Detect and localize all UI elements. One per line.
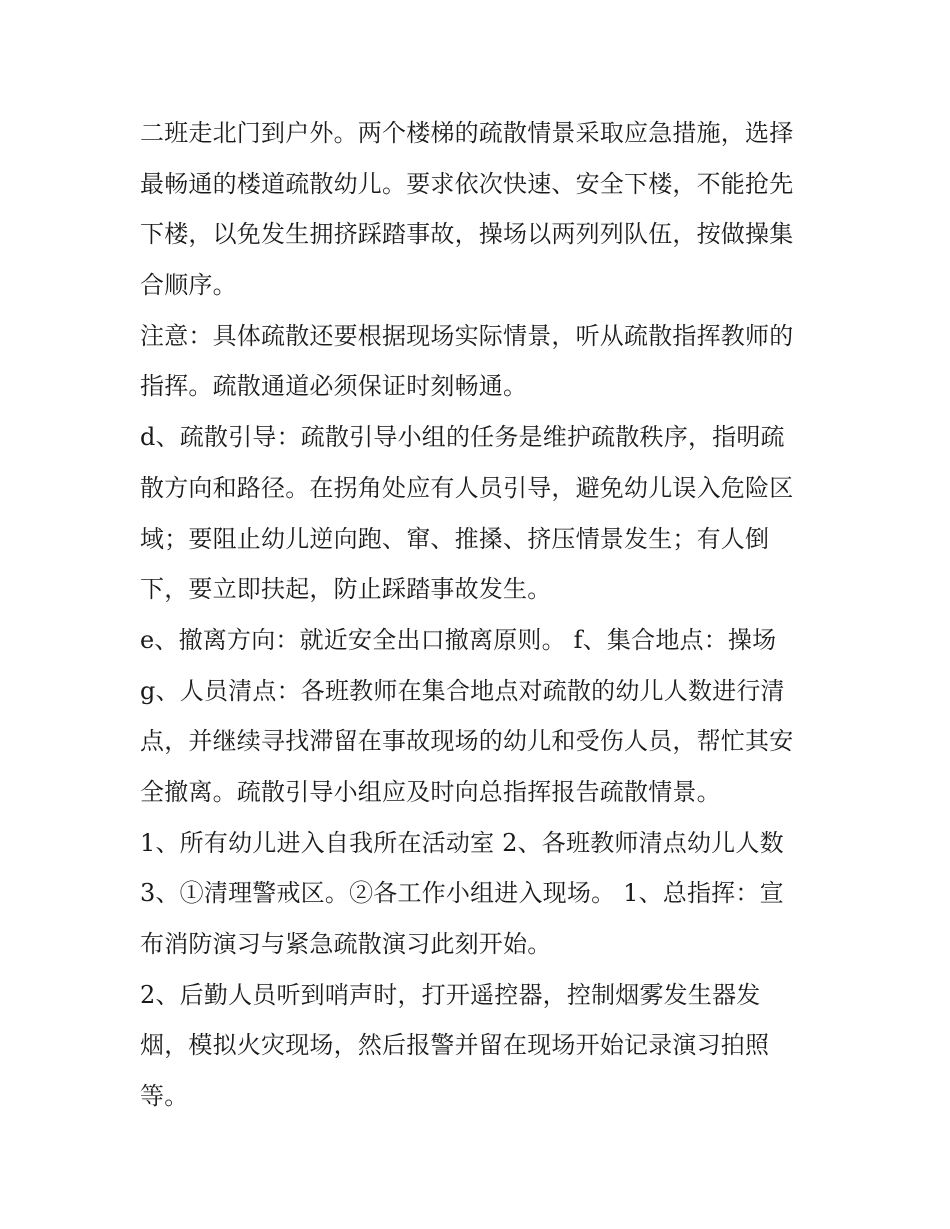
text-line: 2、后勤人员听到哨声时，打开遥控器，控制烟雾发生器发 [140,980,761,1009]
text-line: e、撤离方向：就近安全出口撤离原则。 f、集合地点：操场 [140,625,777,654]
text-line: 点，并继续寻找滞留在事故现场的幼儿和受伤人员，帮忙其安 [140,727,794,756]
text-line: 1、所有幼儿进入自我所在活动室 2、各班教师清点幼儿人数 [140,828,784,857]
text-line: 指挥。疏散通道必须保证时刻畅通。 [140,372,528,401]
text-line: 全撤离。疏散引导小组应及时向总指挥报告疏散情景。 [140,777,721,806]
text-line: 下，要立即扶起，防止踩踏事故发生。 [140,575,552,604]
text-line: 合顺序。 [140,271,237,300]
text-line: 3、①清理警戒区。②各工作小组进入现场。 1、总指挥：宣 [140,879,784,908]
text-line: 散方向和路径。在拐角处应有人员引导，避免幼儿误入危险区 [140,473,794,502]
text-line: 注意：具体疏散还要根据现场实际情景，听从疏散指挥教师的 [140,321,794,350]
text-line: 二班走北门到户外。两个楼梯的疏散情景采取应急措施，选择 [140,119,794,147]
text-line: 下楼，以免发生拥挤踩踏事故，操场以两列列队伍，按做操集 [140,220,794,249]
text-line: d、疏散引导：疏散引导小组的任务是维护疏散秩序，指明疏 [140,423,785,452]
text-line: 域；要阻止幼儿逆向跑、窜、推搡、挤压情景发生；有人倒 [140,524,770,553]
text-line: 烟，模拟火灾现场，然后报警并留在现场开始记录演习拍照 [140,1031,770,1060]
text-line: 布消防演习与紧急疏散演习此刻开始。 [140,930,552,958]
document-body [140,108,830,1122]
text-line: g、人员清点：各班教师在集合地点对疏散的幼儿人数进行清 [140,676,785,705]
text-line: 等。 [140,1082,189,1111]
text-line: 最畅通的楼道疏散幼儿。要求依次快速、安全下楼，不能抢先 [140,169,794,198]
